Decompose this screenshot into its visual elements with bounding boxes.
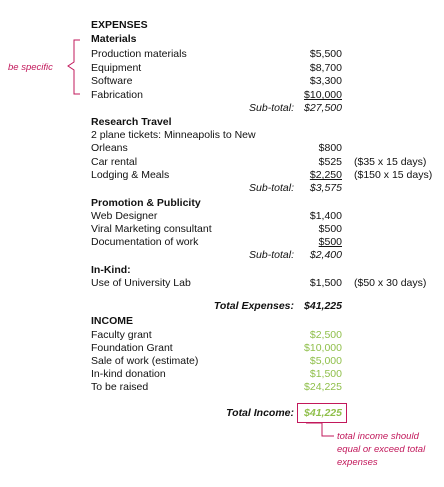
in-kind-item-amount: $1,500 — [309, 277, 342, 289]
materials-item-label: Fabrication — [91, 89, 143, 101]
promotion-item-amount: $500 — [318, 236, 342, 248]
income-note-line: total income should — [337, 431, 419, 442]
travel-item-label: Orleans — [91, 142, 128, 154]
travel-item-label: Lodging & Meals — [91, 169, 170, 181]
promotion-item-label: Web Designer — [91, 210, 158, 222]
subtotal-label: Sub-total: — [249, 102, 294, 114]
travel-item-note: ($35 x 15 days) — [354, 156, 427, 168]
income-item-amount: $5,000 — [309, 355, 342, 367]
income-note-line: equal or exceed total — [337, 444, 426, 455]
income-item-amount: $1,500 — [309, 368, 342, 380]
income-heading: INCOME — [91, 315, 133, 327]
expenses-heading: EXPENSES — [91, 19, 148, 31]
promotion-item-amount: $1,400 — [309, 210, 342, 222]
income-item-label: Foundation Grant — [91, 342, 173, 354]
promotion-item-label: Viral Marketing consultant — [91, 223, 212, 235]
income-item-amount: $24,225 — [304, 381, 342, 393]
in-kind-heading: In-Kind: — [91, 264, 131, 276]
subtotal-label: Sub-total: — [249, 182, 294, 194]
income-item-label: In-kind donation — [91, 368, 166, 380]
income-note-line: expenses — [337, 457, 378, 468]
promotion-item-label: Documentation of work — [91, 236, 199, 248]
travel-subtotal: $3,575 — [309, 182, 342, 194]
materials-heading: Materials — [91, 33, 137, 45]
materials-item-label: Software — [91, 75, 133, 87]
income-item-amount: $2,500 — [309, 329, 342, 341]
materials-item-label: Equipment — [91, 62, 142, 74]
travel-item-label: Car rental — [91, 156, 138, 168]
materials-item-amount: $8,700 — [309, 62, 342, 74]
materials-item-amount: $3,300 — [309, 75, 342, 87]
research-travel-heading: Research Travel — [91, 116, 172, 128]
materials-item-label: Production materials — [91, 48, 187, 60]
materials-item-amount: $5,500 — [309, 48, 342, 60]
income-item-label: Sale of work (estimate) — [91, 355, 199, 367]
materials-item-amount: $10,000 — [304, 89, 342, 101]
promotion-heading: Promotion & Publicity — [91, 197, 201, 209]
income-item-label: Faculty grant — [91, 329, 152, 341]
total-income-value: $41,225 — [304, 407, 342, 419]
total-expenses-label: Total Expenses: — [213, 300, 294, 312]
promotion-subtotal: $2,400 — [309, 249, 342, 261]
in-kind-item-label: Use of University Lab — [91, 277, 191, 289]
travel-item-amount: $525 — [318, 156, 342, 168]
in-kind-item-note: ($50 x 30 days) — [354, 277, 427, 289]
be-specific-annotation: be specific — [8, 62, 53, 73]
income-item-amount: $10,000 — [304, 342, 342, 354]
travel-item-amount: $800 — [318, 142, 342, 154]
total-expenses-value: $41,225 — [304, 300, 342, 312]
travel-item-label: 2 plane tickets: Minneapolis to New — [91, 129, 256, 141]
income-note-leader-line — [306, 423, 334, 436]
total-income-label: Total Income: — [226, 407, 294, 419]
income-item-label: To be raised — [91, 381, 149, 393]
promotion-item-amount: $500 — [318, 223, 342, 235]
travel-item-note: ($150 x 15 days) — [354, 169, 433, 181]
travel-item-amount: $2,250 — [309, 169, 342, 181]
subtotal-label: Sub-total: — [249, 249, 294, 261]
materials-subtotal: $27,500 — [304, 102, 342, 114]
